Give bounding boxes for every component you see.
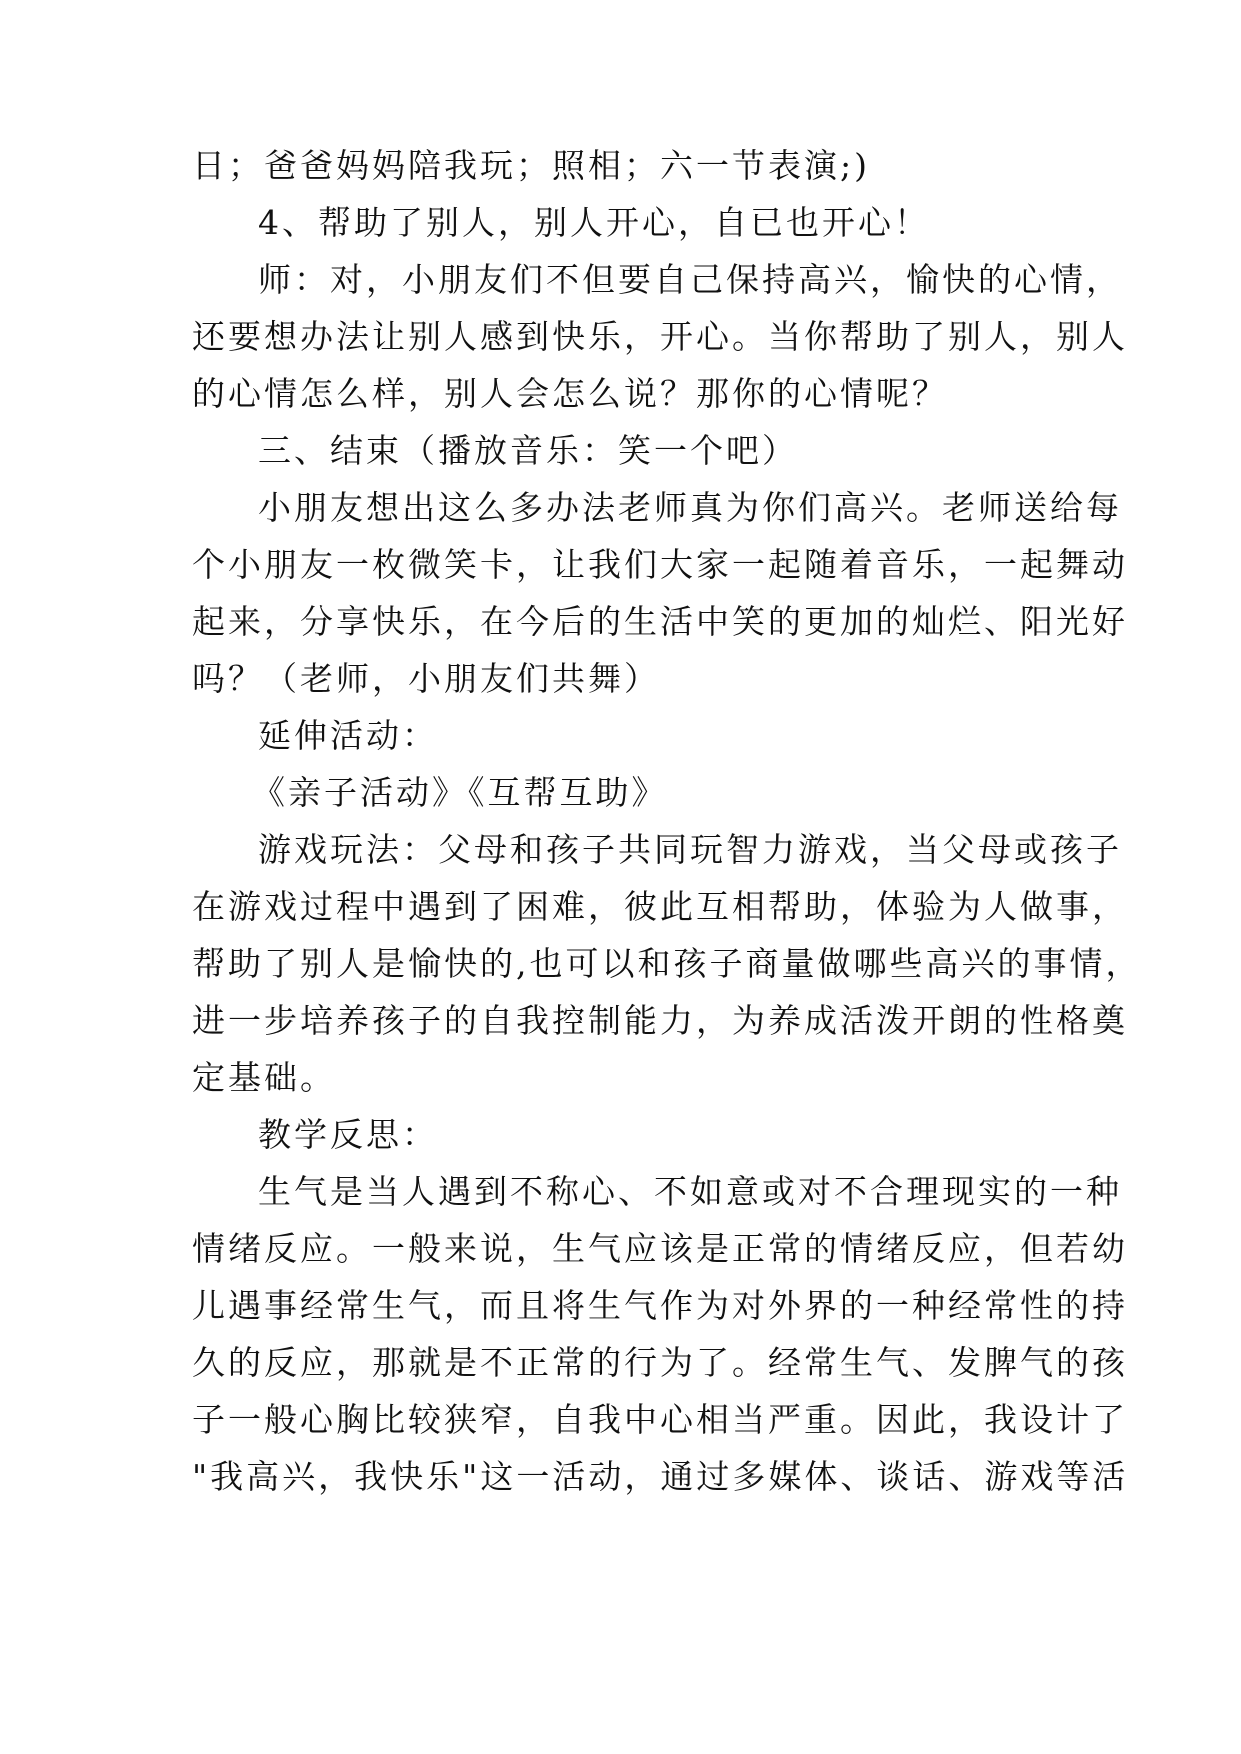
text-line: 游戏玩法：父母和孩子共同玩智力游戏，当父母或孩子 (258, 830, 1122, 869)
activity-title: 《亲子活动》《互帮互助》 (252, 773, 668, 812)
text-line: 的心情怎么样，别人会怎么说？那你的心情呢？ (192, 374, 948, 413)
text-line: 子一般心胸比较狭窄，自我中心相当严重。因此，我设计了 (192, 1400, 1128, 1439)
text-line: 生气是当人遇到不称心、不如意或对不合理现实的一种 (258, 1172, 1122, 1211)
text-line: 定基础。 (192, 1058, 336, 1097)
text-line: "我高兴，我快乐"这一活动，通过多媒体、谈话、游戏等活 (192, 1457, 1129, 1496)
text-line: 还要想办法让别人感到快乐，开心。当你帮助了别人，别人 (192, 317, 1128, 356)
text-line: 4、帮助了别人，别人开心，自已也开心！ (258, 203, 930, 242)
text-line: 儿遇事经常生气，而且将生气作为对外界的一种经常性的持 (192, 1286, 1128, 1325)
text-line: 久的反应，那就是不正常的行为了。经常生气、发脾气的孩 (192, 1343, 1128, 1382)
text-line: 帮助了别人是愉快的,也可以和孩子商量做哪些高兴的事情， (192, 944, 1142, 983)
text-line: 吗？（老师，小朋友们共舞） (192, 659, 660, 698)
text-line: 进一步培养孩子的自我控制能力，为养成活泼开朗的性格奠 (192, 1001, 1128, 1040)
text-line: 情绪反应。一般来说，生气应该是正常的情绪反应，但若幼 (192, 1229, 1128, 1268)
section-heading: 三、结束（播放音乐：笑一个吧） (258, 431, 798, 470)
text-line: 师：对，小朋友们不但要自己保持高兴，愉快的心情， (258, 260, 1122, 299)
text-line: 起来，分享快乐，在今后的生活中笑的更加的灿烂、阳光好 (192, 602, 1128, 641)
text-line: 日；爸爸妈妈陪我玩；照相；六一节表演;) (192, 146, 870, 185)
text-line: 个小朋友一枚微笑卡，让我们大家一起随着音乐，一起舞动 (192, 545, 1128, 584)
section-heading: 教学反思： (258, 1115, 438, 1154)
text-line: 在游戏过程中遇到了困难，彼此互相帮助，体验为人做事， (192, 887, 1128, 926)
section-heading: 延伸活动： (258, 716, 438, 755)
text-line: 小朋友想出这么多办法老师真为你们高兴。老师送给每 (258, 488, 1122, 527)
